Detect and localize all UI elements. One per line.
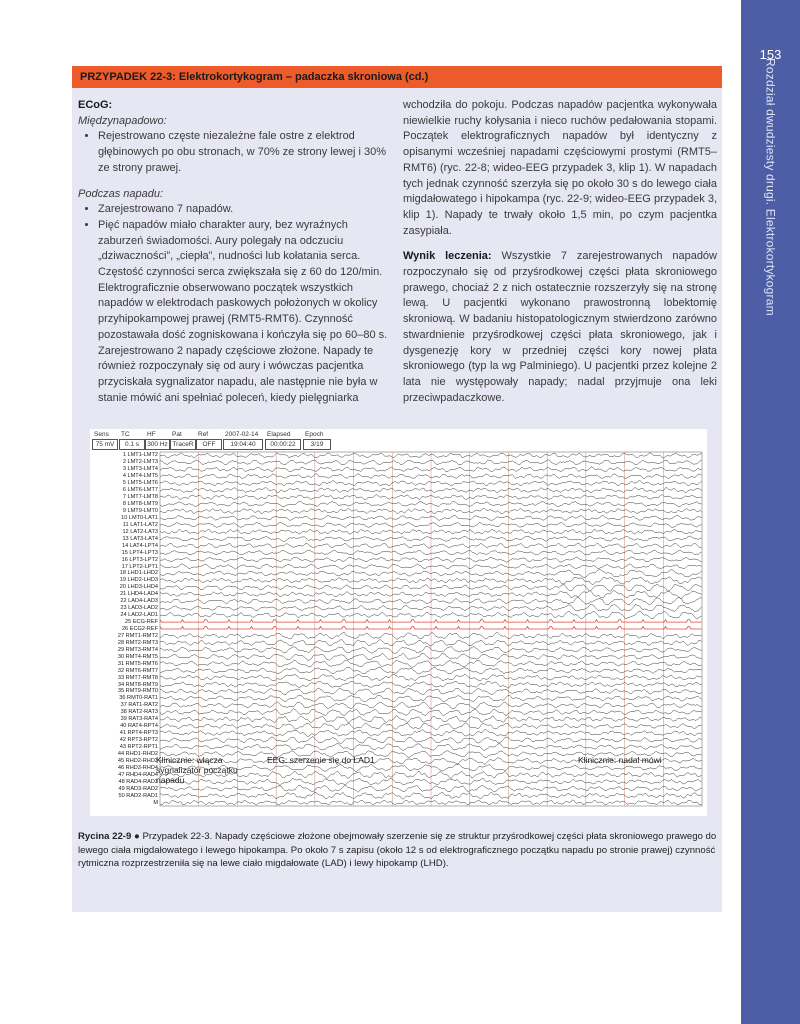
eeg-header-label: Pat [172, 431, 182, 438]
channel-label: 20 LHD3-LHD4 [119, 584, 158, 591]
channel-label: 11 LAT1-LAT2 [122, 521, 158, 528]
interictal-list [78, 129, 388, 176]
channel-label: 41 RPT4-RPT3 [119, 730, 158, 737]
channel-label: 31 RMT5-RMT6 [117, 660, 158, 667]
treatment-result-paragraph [403, 249, 717, 406]
channel-label: 35 RMT9-RMT0 [117, 688, 158, 695]
annotation-eeg-spread: EEG: szerzenie się do LAD1 [267, 755, 375, 765]
treatment-result-text: Wszystkie 7 zarejestrowanych napadów rozpoczynało się od przyśrodkowej części płata skroniowego prawego, chociaż 2 z nich ostatecznie rozszerzyły się na stronę lewą. U pacjentki wykonano prawostronną lobektomię skroniową. W badaniu histopatologicznym stwierdzono zarówno stwardnienie przyśrodkowej części płata skroniowego, jak i dysgenezję kory w przedniej części kory nowej płata skroniowego (typ la wg Palminiego). U pacjentki przez kolejne 2 lata nie występowały napady; nadal przyjmuje ona leki przeciwpadaczkowe. [403, 250, 717, 404]
eeg-header-value: 0.1 s [119, 439, 145, 450]
channel-label: 21 LHD4-LAD4 [120, 591, 158, 598]
channel-label: 2 LMT2-LMT3 [122, 459, 158, 466]
channel-label: 40 RAT4-RPT4 [120, 723, 158, 730]
channel-label: 27 RMT1-RMT2 [117, 632, 158, 639]
channel-label: 50 RAD2-RAD1 [118, 792, 158, 799]
case-box [72, 66, 722, 912]
channel-label: 1 LMT1-LMT2 [122, 452, 158, 459]
eeg-header-value: 3/19 [303, 439, 331, 450]
channel-label: 17 LPT2-LPT1 [121, 563, 158, 570]
eeg-header-label: HF [147, 431, 156, 438]
eeg-header-label: Ref [198, 431, 209, 438]
channel-label: 34 RMT8-RMT9 [117, 681, 158, 688]
list-item: • Pięć napadów miało charakter aury, bez wyraźnych zaburzeń świadomości. Aury polegały na odczuciu „dziwaczności”, „ciepła”, nudności lub kołatania serca. Częstość czynności serca zwiększała się z 60 do 120/min. Elektrograficznie obserwowano początek wszystkich napadów w elektrodach paskowych położonych w okolicy przyhipokampowej prawej (RMT5-RMT6). Czynność pozostawała dość zogniskowana i kończyła się po 60–80 s. Zarejestrowano 2 napady częściowe złożone. Napady te również rozpoczynały się od aury i wówczas pacjentka przyciskała sygnalizator napadu, ale następnie nie była w stanie mówić ani spełniać poleceń, kiedy pielęgniarka [98, 218, 388, 406]
channel-label: 14 LAT4-LPT4 [122, 542, 158, 549]
annotation-clinical-onset: Klinicznie: włącza sygnalizator początku napadu [156, 755, 238, 785]
channel-label: 23 LAD3-LAD2 [120, 605, 158, 612]
channel-label: 44 RHD1-RHD2 [117, 750, 158, 757]
channel-label: 49 RAD3-RAD2 [118, 785, 158, 792]
channel-label: 25 ECG-REF [125, 619, 158, 626]
page-number: 153 [759, 47, 782, 62]
channel-label: 26 ECG2-REF [121, 626, 158, 632]
channel-label: 13 LAT3-LAT4 [122, 535, 158, 542]
treatment-result-label: Wynik leczenia: [403, 250, 492, 263]
eeg-header-label: Epoch [305, 431, 324, 438]
channel-label: 46 RHD3-RHD4 [117, 764, 158, 771]
caption-label: Rycina 22-9 [78, 831, 132, 842]
channel-label: 45 RHD2-RHD3 [117, 757, 158, 764]
channel-label: 12 LAT2-LAT3 [122, 528, 158, 535]
eeg-header-label: Sens [94, 431, 109, 438]
channel-label: 39 RAT3-RAT4 [120, 716, 158, 723]
channel-label: 10 LMT0-LAT1 [121, 514, 158, 521]
channel-label: 6 LMT6-LMT7 [122, 487, 158, 494]
eeg-header-value: 300 Hz [145, 439, 170, 450]
eeg-header-value: 19:04:40 [223, 439, 263, 450]
eeg-figure [90, 429, 707, 816]
channel-label: 8 LMT8-LMT9 [122, 501, 158, 508]
eeg-header-label: Elapsed [267, 431, 291, 438]
channel-label: 3 LMT3-LMT4 [122, 466, 158, 473]
ictal-list [78, 202, 388, 406]
channel-label: 18 LHD1-LHD2 [119, 570, 158, 577]
channel-label: 32 RMT6-RMT7 [117, 667, 158, 674]
list-item: • Rejestrowano częste niezależne fale ostre z elektrod głębinowych po obu stronach, w 70% ze strony lewej i 30% ze strony prawej. [98, 129, 388, 176]
ecog-section-title: ECoG: [78, 99, 113, 111]
interictal-label: Międzynapadowo: [78, 114, 167, 127]
eeg-header-value: TraceR [170, 439, 196, 450]
channel-label: 19 LHD2-LHD3 [119, 577, 158, 584]
paragraph: wchodziła do pokoju. Podczas napadów pacjentka wykonywała niewielkie ruchy kołysania i nieco ruchów pedałowania stopami. Początek elektrograficznych napadów był identyczny z opisanymi wcześniej napadami częściowymi prostymi (RMT5–RMT6) (ryc. 22-8; wideo-EEG przypadek 3, klip 1). W napadach tych jednak czynność szerzyła się po około 30 s do lewego ciała migdałowatego i hipokampa (ryc. 22-9; wideo-EEG przypadek 3, klip 1). Napady te trwały około 1,5 min, po czym pacjentka zasypiała. [403, 99, 717, 237]
eeg-header-label: 2007-02-14 [225, 431, 259, 438]
figure-caption [78, 830, 718, 871]
left-column [78, 98, 388, 406]
channel-label: 15 LPT4-LPT3 [121, 549, 158, 556]
channel-label: 7 LMT7-LMT8 [122, 494, 158, 501]
channel-label: 30 RMT4-RMT5 [117, 653, 158, 660]
case-box-title: PRZYPADEK 22-3: Elektrokortykogram – padaczka skroniowa (cd.) [72, 66, 722, 88]
caption-text: ● Przypadek 22-3. Napady częściowe złożone obejmowały szerzenie się ze struktur przyśrodkowej części płata skroniowego prawego do lewego ciała migdałowatego i lewego hipokampa. Po około 7 s zapisu (około 12 s od elektrograficznego początku napadu po stronie prawej) czynność rytmiczna rozprzestrzeniła się na lewe ciało migdałowate (LAD) i lewy hipokamp (LHD). [78, 831, 717, 869]
eeg-header-value: 75 mV [92, 439, 118, 450]
chapter-title: Rozdział dwudziesty drugi. Elektrokortykogram [763, 58, 778, 316]
channel-label: 28 RMT2-RMT3 [117, 639, 158, 646]
right-column [403, 98, 717, 406]
chapter-title-vertical [741, 58, 800, 348]
list-item: • Zarejestrowano 7 napadów. [98, 202, 388, 218]
channel-label: 33 RMT7-RMT8 [117, 674, 158, 681]
channel-label: 22 LAD4-LAD3 [120, 598, 158, 605]
channel-label: 48 RAD4-RAD3 [118, 778, 158, 785]
channel-label: 37 RAT1-RAT2 [120, 702, 158, 709]
eeg-header-label: TC [121, 431, 130, 438]
channel-label: 38 RAT2-RAT3 [120, 709, 158, 716]
channel-label: 16 LPT3-LPT2 [121, 556, 158, 563]
channel-label: 43 RPT2-RPT1 [119, 744, 158, 750]
channel-label: 9 LMT9-LMT0 [122, 508, 158, 514]
channel-label: 36 RMT0-RAT1 [119, 695, 158, 702]
eeg-header-value: 00:00:22 [265, 439, 301, 450]
eeg-header-value: OFF [196, 439, 222, 450]
annotation-clinical-speaking: Klinicznie: nadal mówi [578, 755, 662, 765]
channel-label: 42 RPT3-RPT2 [119, 737, 158, 744]
ictal-label: Podczas napadu: [78, 187, 164, 200]
channel-label: 4 LMT4-LMT5 [122, 473, 158, 480]
channel-label: M [153, 799, 158, 806]
channel-label: 29 RMT3-RMT4 [117, 646, 158, 653]
channel-label: 24 LAD2-LAD1 [120, 612, 158, 619]
channel-label: 5 LMT5-LMT6 [122, 480, 158, 487]
channel-label: 47 RHD4-RAD4 [118, 771, 158, 778]
